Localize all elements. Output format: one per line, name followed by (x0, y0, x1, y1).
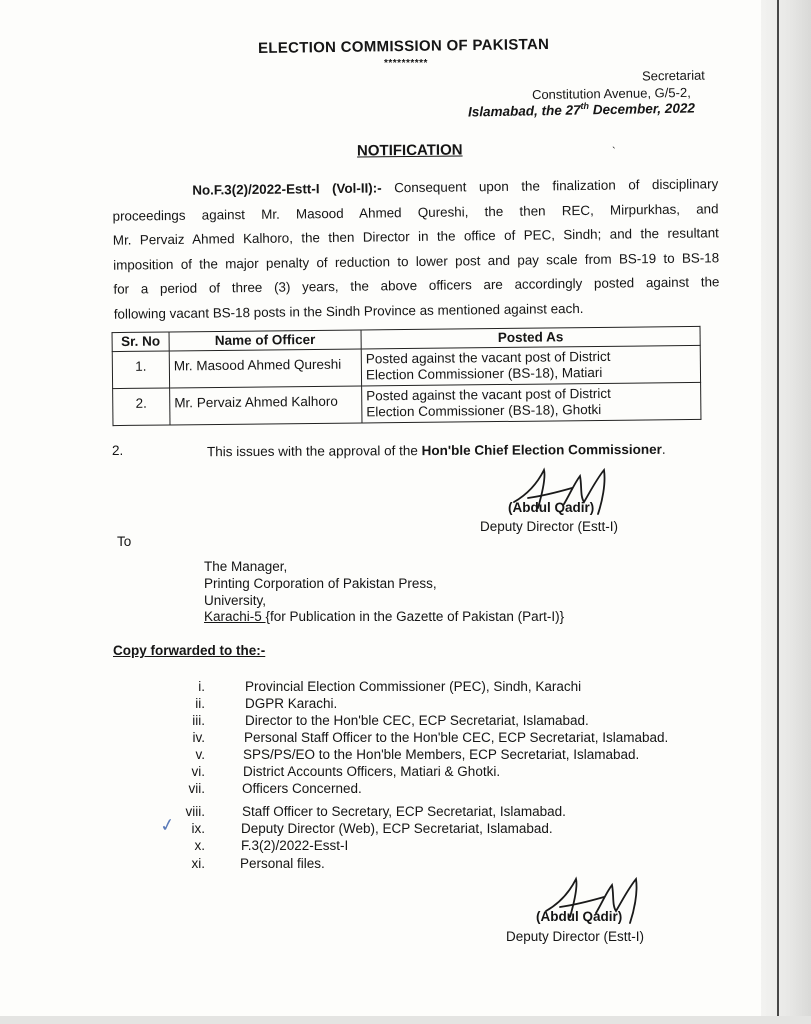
date-suffix: December, 2022 (588, 100, 696, 118)
cell-sr: 2. (113, 388, 170, 426)
list-item-number: xi. (191, 856, 205, 871)
table-row (113, 382, 701, 425)
posted-as-line-1: Posted against the vacant post of District (366, 385, 611, 404)
recipient-line-4 (204, 609, 564, 626)
page-edge-shadow (761, 0, 811, 1024)
cell-posted-as (361, 345, 700, 386)
list-item-text: Personal Staff Officer to the Hon'ble CEC, ECP Secretariat, Islamabad. (244, 730, 669, 745)
posted-as-line-2: Election Commissioner (BS-18), Ghotki (366, 401, 602, 420)
list-item-number: ix. (191, 821, 205, 836)
header-posted-as: Posted As (361, 326, 700, 349)
to-label: To (117, 534, 132, 549)
paragraph-2-authority: Hon'ble Chief Election Commissioner (421, 441, 662, 459)
posting-table (112, 326, 702, 426)
issue-date (468, 99, 695, 119)
recipient-line-2: Printing Corporation of Pakistan Press, (204, 575, 437, 591)
list-item-number: x. (194, 838, 205, 853)
cell-officer-name: Mr. Masood Ahmed Qureshi (169, 349, 361, 388)
signatory-name: (Abdul Qadir) (508, 500, 595, 515)
recipient-line-3: University, (204, 592, 267, 608)
ink-speck: ` (612, 146, 616, 158)
list-item-text: DGPR Karachi. (245, 696, 338, 711)
list-item-text: Provincial Election Commissioner (PEC), Sindh, Karachi (245, 679, 582, 694)
posted-as-line-1: Posted against the vacant post of District (365, 348, 611, 367)
signature-mark (508, 464, 616, 524)
list-item-number: iii. (192, 713, 205, 728)
list-item-number: vii. (188, 781, 205, 796)
list-item-number: v. (195, 747, 205, 762)
recipient-address (204, 559, 564, 626)
list-item-text: Officers Concerned. (242, 781, 362, 796)
list-item-text: Personal files. (240, 856, 325, 871)
body-line-3: Mr. Pervaiz Ahmed Kalhoro, the then Director in the office of PEC, Sindh; and the resultant (112, 225, 719, 248)
posted-as-line-2: Election Commissioner (BS-18), Matiari (365, 364, 603, 383)
recipient-publication-note: {for Publication in the Gazette of Pakistan (Part-I)} (265, 609, 565, 625)
body-line-1: Consequent upon the finalization of disciplinary (381, 176, 719, 196)
list-item-text: SPS/PS/EO to the Hon'ble Members, ECP Secretariat, Islamabad. (243, 747, 640, 762)
paragraph-2 (207, 442, 666, 459)
recipient-city: Karachi-5 (204, 609, 266, 625)
body-line-4: imposition of the major penalty of reduction to lower post and pay scale from BS-19 to BS-18 (113, 249, 720, 273)
organization-name: ELECTION COMMISSION OF PAKISTAN (257, 35, 550, 58)
signatory-designation: Deputy Director (Estt-I) (506, 929, 645, 944)
notification-title: NOTIFICATION (356, 141, 463, 160)
cell-officer-name: Mr. Pervaiz Ahmed Kalhoro (170, 386, 362, 425)
date-superscript: th (580, 100, 590, 112)
list-item-number: vi. (191, 764, 205, 779)
signatory-name: (Abdul Qadir) (536, 909, 623, 924)
reference-number: No.F.3(2)/2022-Estt-I (Vol-II):- (192, 180, 382, 198)
address-line-avenue: Constitution Avenue, G/5-2, (531, 84, 691, 103)
body-line-6: following vacant BS-18 posts in the Sindh Province as mentioned against each. (113, 300, 584, 322)
cell-posted-as (362, 382, 701, 423)
header-sr-no: Sr. No (112, 332, 169, 352)
paragraph-2-number: 2. (112, 443, 124, 458)
list-item-text: Deputy Director (Web), ECP Secretariat, Islamabad. (241, 821, 553, 836)
list-item-number: viii. (185, 804, 205, 819)
list-item-number: ii. (195, 696, 205, 711)
copy-forwarded-heading: Copy forwarded to the:- (113, 643, 266, 658)
address-line-secretariat: Secretariat (641, 67, 705, 84)
list-item-text: Director to the Hon'ble CEC, ECP Secretariat, Islamabad. (245, 713, 589, 728)
page-edge-line (777, 0, 779, 1024)
recipient-line-1: The Manager, (204, 559, 288, 574)
date-prefix: Islamabad, the 27 (467, 102, 581, 120)
paragraph-2-prefix: This issues with the approval of the (206, 443, 422, 460)
list-item-text: F.3(2)/2022-Esst-I (241, 838, 349, 853)
list-item-number: i. (198, 679, 205, 694)
list-item-text: Staff Officer to Secretary, ECP Secretariat, Islamabad. (242, 804, 566, 819)
list-item-number: iv. (192, 730, 205, 745)
cell-sr: 1. (112, 351, 169, 389)
table-row (112, 345, 700, 388)
signature-mark (540, 873, 648, 933)
header-name-of-officer: Name of Officer (169, 330, 361, 351)
notification-body (112, 172, 720, 326)
header-stars: ********** (384, 58, 428, 69)
signatory-designation: Deputy Director (Estt-I) (480, 519, 619, 534)
paragraph-2-suffix: . (661, 441, 666, 457)
check-mark-icon: ✓ (158, 813, 177, 837)
list-item-text: District Accounts Officers, Matiari & Ghotki. (243, 764, 501, 779)
page-bottom-edge (0, 1016, 811, 1024)
body-line-5: for a period of three (3) years, the above officers are accordingly posted against the (113, 274, 720, 297)
body-line-2: proceedings against Mr. Masood Ahmed Qureshi, the then REC, Mirpurkhas, and (112, 200, 719, 224)
